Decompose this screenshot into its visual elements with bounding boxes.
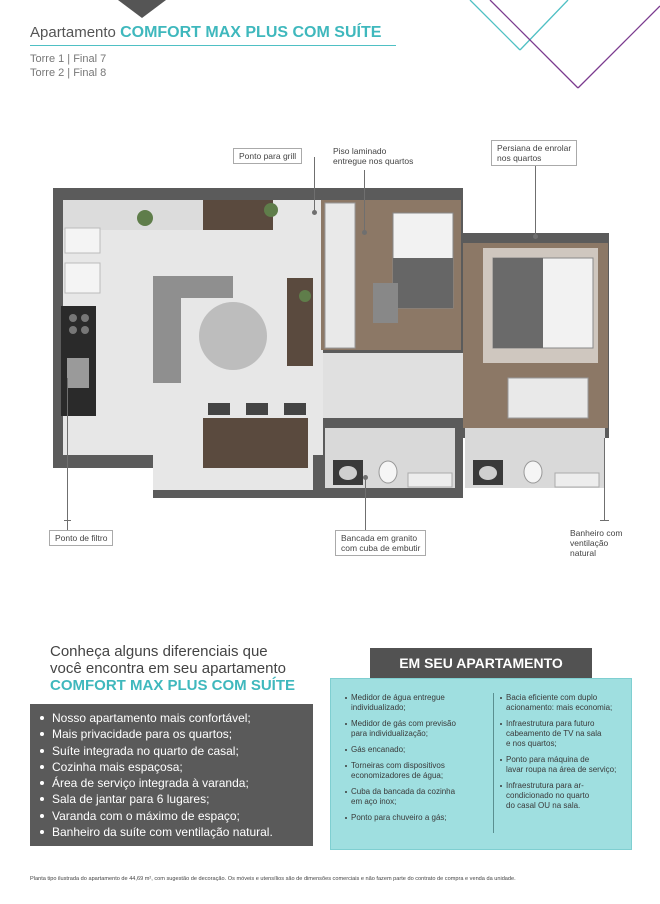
round-rug-shape bbox=[199, 302, 267, 370]
apartment-feature-item bbox=[345, 745, 483, 755]
leader-dot bbox=[363, 475, 368, 480]
apartment-feature-item bbox=[345, 693, 483, 713]
page-header bbox=[30, 24, 396, 80]
apartment-feature-item bbox=[500, 719, 625, 749]
plant-shape bbox=[264, 203, 278, 217]
basin-shape bbox=[479, 466, 497, 480]
feature-item: Área de serviço integrada à varanda; bbox=[52, 775, 313, 791]
leader-line bbox=[364, 170, 365, 232]
callout-bath-text: ventilação bbox=[570, 538, 609, 548]
shower-shape bbox=[555, 473, 599, 487]
callout-counter-text: com cuba de embutir bbox=[341, 543, 421, 553]
feature-item: Suíte integrada no quarto de casal; bbox=[52, 743, 313, 759]
apartment-feature-item bbox=[500, 693, 625, 713]
chair-shape bbox=[284, 403, 306, 415]
toilet-shape bbox=[524, 461, 542, 483]
feature-item: Mais privacidade para os quartos; bbox=[52, 726, 313, 742]
feature-item: Varanda com o máximo de espaço; bbox=[52, 808, 313, 824]
leader-line bbox=[604, 438, 605, 520]
suite-wardrobe-shape bbox=[508, 378, 588, 418]
page-title bbox=[30, 24, 396, 46]
callout-floor bbox=[333, 146, 413, 166]
apartment-feature-line: do casal OU na sala. bbox=[506, 801, 581, 810]
apartment-feature-line: Infraestrutura para futuro bbox=[506, 719, 595, 728]
callout-bath bbox=[570, 528, 622, 558]
shower-shape bbox=[408, 473, 452, 487]
feature-item: Cozinha mais espaçosa; bbox=[52, 759, 313, 775]
apartment-features-right bbox=[493, 693, 625, 833]
basin-shape bbox=[339, 466, 357, 480]
stove-burner-shape bbox=[69, 314, 77, 322]
tower-line: Torre 1 | Final 7 bbox=[30, 53, 107, 65]
rug-shape bbox=[373, 283, 398, 323]
stove-burner-shape bbox=[81, 326, 89, 334]
apartment-feature-line: Ponto para chuveiro a gás; bbox=[351, 813, 447, 822]
apartment-feature-line: cabeamento de TV na sala bbox=[506, 729, 602, 738]
leader-line bbox=[67, 378, 68, 530]
laundry-sink-shape bbox=[65, 263, 100, 293]
callout-bath-text: Banheiro com bbox=[570, 528, 623, 538]
callout-filter bbox=[49, 530, 113, 546]
callout-grill bbox=[233, 148, 302, 164]
callout-blind bbox=[491, 140, 577, 166]
dining-table-shape bbox=[203, 418, 308, 468]
dark-triangle-shape bbox=[118, 0, 166, 18]
apartment-feature-line: Medidor de água entregue bbox=[351, 693, 445, 702]
apartment-feature-line: Torneiras com dispositivos bbox=[351, 761, 445, 770]
leader-dot bbox=[533, 234, 538, 239]
intro-highlight: COMFORT MAX PLUS COM SUÍTE bbox=[50, 677, 295, 694]
chair-shape bbox=[208, 403, 230, 415]
apartment-feature-line: Medidor de gás com previsão bbox=[351, 719, 456, 728]
callout-floor-text: entregue nos quartos bbox=[333, 156, 414, 166]
leader-line bbox=[600, 520, 609, 521]
stove-burner-shape bbox=[81, 314, 89, 322]
apartment-feature-line: Cuba da bancada da cozinha bbox=[351, 787, 456, 796]
apartment-feature-line: lavar roupa na área de serviço; bbox=[506, 765, 617, 774]
intro-text bbox=[50, 643, 340, 694]
apartment-feature-line: individualizado; bbox=[351, 703, 406, 712]
toilet-shape bbox=[379, 461, 397, 483]
plant-shape bbox=[299, 290, 311, 302]
leader-line bbox=[314, 157, 315, 212]
kitchen-sink-shape bbox=[67, 358, 89, 388]
apartment-feature-line: para individualização; bbox=[351, 729, 428, 738]
callout-floor-text: Piso laminado bbox=[333, 146, 387, 156]
callout-counter bbox=[335, 530, 426, 556]
apartment-feature-line: e nos quartos; bbox=[506, 739, 557, 748]
plant-shape bbox=[137, 210, 153, 226]
callout-bath-text: natural bbox=[570, 548, 596, 558]
apartment-features-heading: EM SEU APARTAMENTO bbox=[370, 648, 592, 678]
intro-line: Conheça alguns diferenciais que bbox=[50, 643, 268, 660]
apartment-feature-line: Bacia eficiente com duplo bbox=[506, 693, 598, 702]
purple-line-shape bbox=[490, 0, 578, 88]
wardrobe-shape bbox=[325, 203, 355, 348]
apartment-feature-item bbox=[345, 787, 483, 807]
apartment-features-left bbox=[345, 693, 483, 829]
callout-filter-text: Ponto de filtro bbox=[55, 533, 108, 543]
leader-line bbox=[535, 166, 536, 236]
stove-burner-shape bbox=[69, 326, 77, 334]
hallway-floor-shape bbox=[323, 353, 463, 418]
apartment-feature-item bbox=[345, 719, 483, 739]
callout-blind-text: nos quartos bbox=[497, 153, 542, 163]
apartment-feature-item bbox=[345, 813, 483, 823]
apartment-feature-item bbox=[500, 781, 625, 811]
balcony-bench-shape bbox=[203, 200, 273, 230]
apartment-feature-item bbox=[500, 755, 625, 775]
title-highlight: COMFORT MAX PLUS COM SUÍTE bbox=[120, 24, 382, 41]
callout-grill-text: Ponto para grill bbox=[239, 151, 297, 161]
leader-dot bbox=[362, 230, 367, 235]
intro-line: você encontra em seu apartamento bbox=[50, 660, 286, 677]
leader-line bbox=[365, 478, 366, 530]
floor-plan-illustration bbox=[53, 188, 609, 500]
double-bed-blanket-shape bbox=[493, 258, 543, 348]
teal-line-shape bbox=[470, 0, 520, 50]
apartment-feature-line: condicionado no quarto bbox=[506, 791, 590, 800]
apartment-feature-line: acionamento: mais economia; bbox=[506, 703, 613, 712]
apartment-feature-line: Infraestrutura para ar- bbox=[506, 781, 584, 790]
leader-dot bbox=[312, 210, 317, 215]
feature-item: Banheiro da suíte com ventilação natural. bbox=[52, 824, 313, 840]
apartment-feature-item bbox=[345, 761, 483, 781]
callout-counter-text: Bancada em granito bbox=[341, 533, 418, 543]
tv-unit-shape bbox=[287, 278, 313, 366]
apartment-feature-line: Ponto para máquina de bbox=[506, 755, 590, 764]
leader-line bbox=[64, 520, 71, 521]
purple-line-shape bbox=[578, 6, 660, 88]
feature-list bbox=[30, 704, 313, 846]
feature-item: Sala de jantar para 6 lugares; bbox=[52, 791, 313, 807]
apartment-feature-line: Gás encanado; bbox=[351, 745, 406, 754]
chair-shape bbox=[246, 403, 268, 415]
feature-item: Nosso apartamento mais confortável; bbox=[52, 710, 313, 726]
bed-blanket-shape bbox=[393, 258, 453, 308]
apartment-feature-line: economizadores de água; bbox=[351, 771, 444, 780]
washer-shape bbox=[65, 228, 100, 253]
tower-line: Torre 2 | Final 8 bbox=[30, 67, 107, 79]
callout-blind-text: Persiana de enrolar bbox=[497, 143, 572, 153]
teal-line-shape bbox=[520, 0, 568, 50]
title-lead: Apartamento bbox=[30, 24, 116, 41]
apartment-feature-line: em aço inox; bbox=[351, 797, 397, 806]
apartment-features-panel bbox=[330, 678, 632, 850]
footnote: Planta tipo ilustrada do apartamento de 44,69 m², com sugestão de decoração. Os móveis e utensílios são de dimensões comerciais e não fazem parte do contrato de compra e venda da unidade. bbox=[30, 876, 516, 882]
